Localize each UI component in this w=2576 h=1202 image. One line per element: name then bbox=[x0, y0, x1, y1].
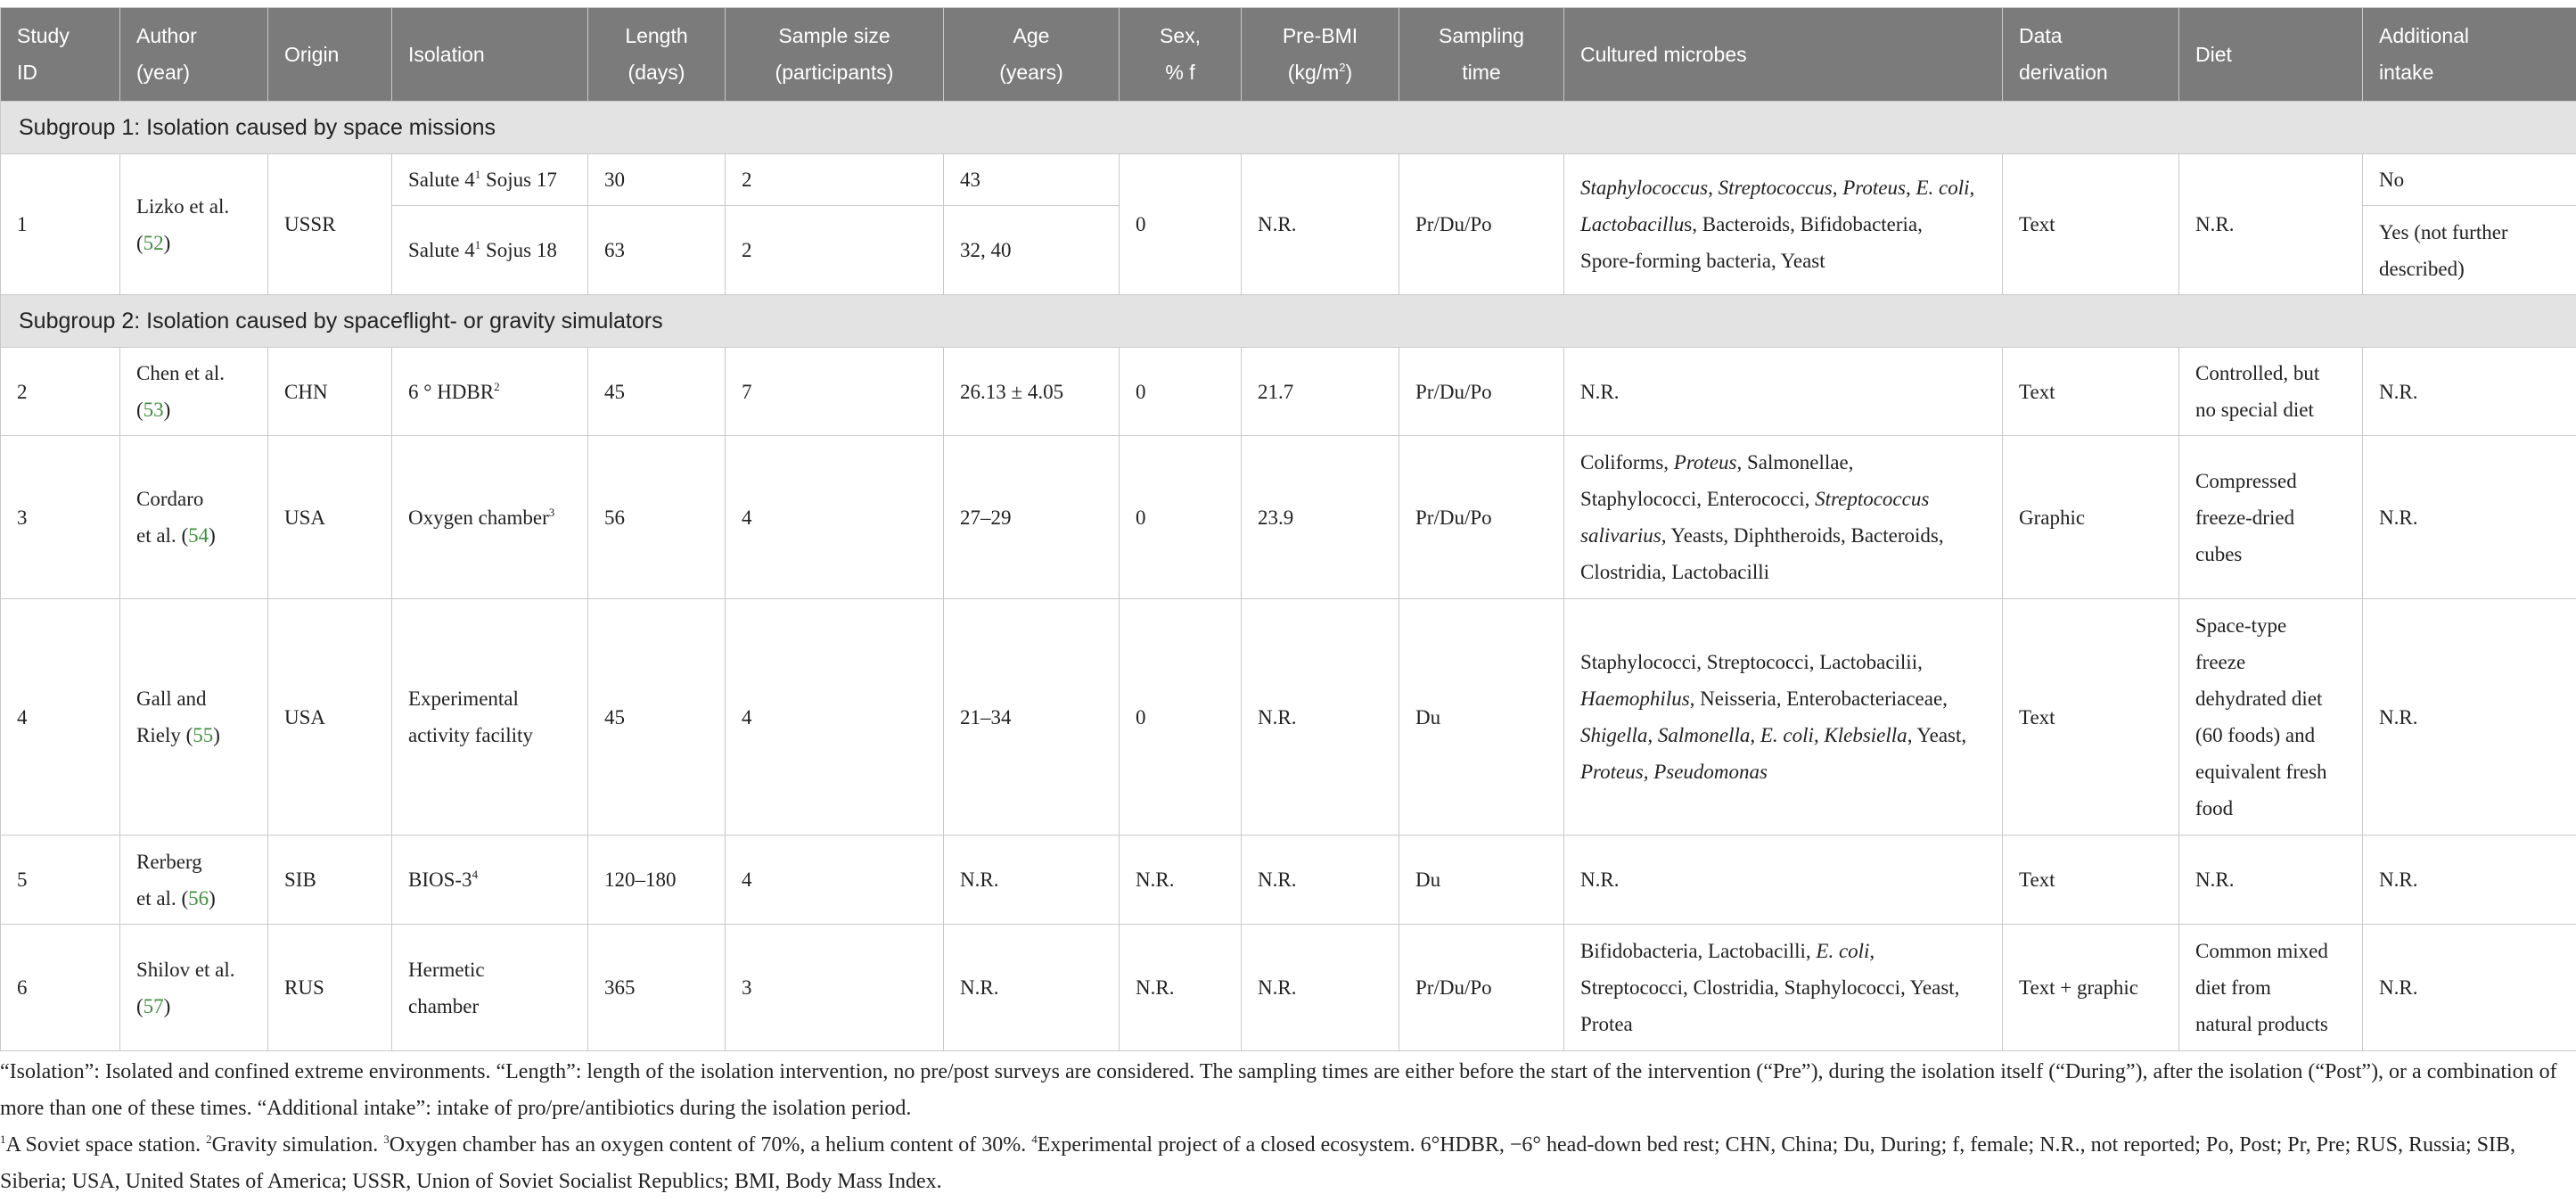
length-cell: 45 bbox=[588, 348, 726, 436]
sampling-time-cell: Pr/Du/Po bbox=[1399, 925, 1564, 1051]
intake-cell: N.R. bbox=[2363, 599, 2576, 836]
sex-cell: 0 bbox=[1120, 599, 1242, 836]
sample-size-cell: 2 bbox=[726, 154, 944, 206]
origin-cell: USA bbox=[268, 436, 392, 599]
header-data-derivation: Data derivation bbox=[2003, 8, 2179, 102]
sex-cell: N.R. bbox=[1120, 925, 1242, 1051]
bmi-cell: N.R. bbox=[1242, 836, 1399, 925]
sex-cell: 0 bbox=[1120, 348, 1242, 436]
sampling-time-cell: Du bbox=[1399, 836, 1564, 925]
origin-cell: CHN bbox=[268, 348, 392, 436]
header-author: Author (year) bbox=[120, 8, 268, 102]
age-cell: N.R. bbox=[944, 925, 1120, 1051]
isolation-cell: Experimental activity facility bbox=[392, 599, 588, 836]
study-id: 2 bbox=[1, 348, 120, 436]
author-cell: Shilov et al. (57) bbox=[120, 925, 268, 1051]
sampling-time-cell: Pr/Du/Po bbox=[1399, 348, 1564, 436]
table-row bbox=[1, 348, 2576, 436]
derivation-cell: Text + graphic bbox=[2003, 925, 2179, 1051]
header-sampling-time: Sampling time bbox=[1399, 8, 1564, 102]
subgroup-2-row bbox=[1, 295, 2576, 348]
header-diet: Diet bbox=[2179, 8, 2363, 102]
isolation-cell: 6 ° HDBR$^2$ bbox=[392, 348, 588, 436]
footnote-definitions: “Isolation”: Isolated and confined extreme environments. “Length”: length of the isolation intervention, no pre/post surveys are considered. The sampling times are either before the start of the intervention (“Pre”), during the isolation itself (“During”), after the isolation (“Post”), or a combination of more than one of these times. “Additional intake”: intake of pro/pre/antibiotics during the isolation period. bbox=[0, 1060, 2557, 1120]
author-cell: Chen et al. (53) bbox=[120, 348, 268, 436]
intake-cell: N.R. bbox=[2363, 348, 2576, 436]
microbes-cell: N.R. bbox=[1564, 836, 2003, 925]
sample-size-cell: 2 bbox=[726, 206, 944, 295]
author-cell: Rerberg et al. (56) bbox=[120, 836, 268, 925]
diet-cell: N.R. bbox=[2179, 836, 2363, 925]
table-row bbox=[1, 154, 2576, 206]
diet-cell: Controlled, but no special diet bbox=[2179, 348, 2363, 436]
table-footnotes bbox=[0, 1054, 2567, 1200]
header-pre-bmi: Pre-BMI $(kg/m^2)$ bbox=[1242, 8, 1399, 102]
intake-cell: N.R. bbox=[2363, 436, 2576, 599]
length-cell: 120–180 bbox=[588, 836, 726, 925]
age-cell: 27–29 bbox=[944, 436, 1120, 599]
origin-cell: USSR bbox=[268, 154, 392, 295]
diet-cell: Common mixed diet from natural products bbox=[2179, 925, 2363, 1051]
sample-size-cell: 4 bbox=[726, 836, 944, 925]
diet-cell: Space-type freeze dehydrated diet (60 foods) and equivalent fresh food bbox=[2179, 599, 2363, 836]
intake-cell: Yes (not further described) bbox=[2363, 206, 2576, 295]
bmi-cell: 23.9 bbox=[1242, 436, 1399, 599]
table-row bbox=[1, 836, 2576, 925]
bmi-cell: N.R. bbox=[1242, 925, 1399, 1051]
sampling-time-cell: Pr/Du/Po bbox=[1399, 436, 1564, 599]
derivation-cell: Text bbox=[2003, 348, 2179, 436]
reference-link[interactable]: 56 bbox=[188, 886, 209, 910]
age-cell: 21–34 bbox=[944, 599, 1120, 836]
origin-cell: USA bbox=[268, 599, 392, 836]
bmi-cell: 21.7 bbox=[1242, 348, 1399, 436]
microbes-cell: Staphylococci, Streptococci, Lactobacilii, Haemophilus, Neisseria, Enterobacteriaceae, Shigella, Salmonella, E. coli, Klebsiella, Yeast, Proteus, Pseudomonas bbox=[1564, 599, 2003, 836]
age-cell: 43 bbox=[944, 154, 1120, 206]
origin-cell: RUS bbox=[268, 925, 392, 1051]
study-id: 5 bbox=[1, 836, 120, 925]
age-cell: 32, 40 bbox=[944, 206, 1120, 295]
study-id: 1 bbox=[1, 154, 120, 295]
intake-cell: N.R. bbox=[2363, 836, 2576, 925]
isolation-cell: Salute $4^1$ Sojus 17 bbox=[392, 154, 588, 206]
microbes-cell: N.R. bbox=[1564, 348, 2003, 436]
reference-link[interactable]: 57 bbox=[143, 994, 164, 1017]
header-length: Length (days) bbox=[588, 8, 726, 102]
subgroup-2-label: Subgroup 2: Isolation caused by spaceflight- or gravity simulators bbox=[1, 295, 2576, 348]
author-cell: Gall and Riely (55) bbox=[120, 599, 268, 836]
sample-size-cell: 7 bbox=[726, 348, 944, 436]
header-row bbox=[1, 8, 2576, 102]
header-sample-size: Sample size (participants) bbox=[726, 8, 944, 102]
length-cell: 45 bbox=[588, 599, 726, 836]
microbes-cell: Coliforms, Proteus, Salmonellae, Staphylococci, Enterococci, Streptococcus salivarius, Yeasts, Diphtheroids, Bacteroids, Clostridia, Lactobacilli bbox=[1564, 436, 2003, 599]
microbes-cell: Bifidobacteria, Lactobacilli, E. coli, Streptococci, Clostridia, Staphylococci, Yeast, Protea bbox=[1564, 925, 2003, 1051]
bmi-cell: N.R. bbox=[1242, 154, 1399, 295]
isolation-cell: Oxygen chamber$^3$ bbox=[392, 436, 588, 599]
sex-cell: 0 bbox=[1120, 154, 1242, 295]
derivation-cell: Text bbox=[2003, 154, 2179, 295]
table-row bbox=[1, 599, 2576, 836]
diet-cell: Compressed freeze-dried cubes bbox=[2179, 436, 2363, 599]
derivation-cell: Text bbox=[2003, 599, 2179, 836]
length-cell: 63 bbox=[588, 206, 726, 295]
reference-link[interactable]: 52 bbox=[143, 231, 164, 254]
origin-cell: SIB bbox=[268, 836, 392, 925]
intake-cell: N.R. bbox=[2363, 925, 2576, 1051]
header-cultured-microbes: Cultured microbes bbox=[1564, 8, 2003, 102]
header-isolation: Isolation bbox=[392, 8, 588, 102]
study-id: 6 bbox=[1, 925, 120, 1051]
sample-size-cell: 3 bbox=[726, 925, 944, 1051]
study-id: 3 bbox=[1, 436, 120, 599]
header-sex: Sex, % f bbox=[1120, 8, 1242, 102]
sampling-time-cell: Du bbox=[1399, 599, 1564, 836]
microbes-cell: Staphylococcus, Streptococcus, Proteus, E. coli, Lactobacillus, Bacteroids, Bifidobacteria, Spore-forming bacteria, Yeast bbox=[1564, 154, 2003, 295]
derivation-cell: Text bbox=[2003, 836, 2179, 925]
header-additional-intake: Additional intake bbox=[2363, 8, 2576, 102]
sample-size-cell: 4 bbox=[726, 599, 944, 836]
header-study-id: Study ID bbox=[1, 8, 120, 102]
bmi-cell: N.R. bbox=[1242, 599, 1399, 836]
reference-link[interactable]: 53 bbox=[143, 399, 164, 421]
reference-link[interactable]: 54 bbox=[188, 524, 209, 547]
table-row bbox=[1, 436, 2576, 599]
derivation-cell: Graphic bbox=[2003, 436, 2179, 599]
length-cell: 365 bbox=[588, 925, 726, 1051]
subgroup-1-label: Subgroup 1: Isolation caused by space missions bbox=[1, 102, 2576, 154]
header-origin: Origin bbox=[268, 8, 392, 102]
isolation-cell: Salute $4^1$ Sojus 18 bbox=[392, 206, 588, 295]
sex-cell: 0 bbox=[1120, 436, 1242, 599]
intake-cell: No bbox=[2363, 154, 2576, 206]
length-cell: 56 bbox=[588, 436, 726, 599]
sample-size-cell: 4 bbox=[726, 436, 944, 599]
study-characteristics-table bbox=[0, 7, 2576, 1051]
age-cell: 26.13 ± 4.05 bbox=[944, 348, 1120, 436]
header-age: Age (years) bbox=[944, 8, 1120, 102]
study-id: 4 bbox=[1, 599, 120, 836]
author-cell: Cordaro et al. (54) bbox=[120, 436, 268, 599]
subgroup-1-row bbox=[1, 102, 2576, 154]
sampling-time-cell: Pr/Du/Po bbox=[1399, 154, 1564, 295]
sex-cell: N.R. bbox=[1120, 836, 1242, 925]
isolation-cell: BIOS-$3^4$ bbox=[392, 836, 588, 925]
reference-link[interactable]: 55 bbox=[193, 724, 214, 746]
isolation-cell: Hermetic chamber bbox=[392, 925, 588, 1051]
age-cell: N.R. bbox=[944, 836, 1120, 925]
table-row bbox=[1, 925, 2576, 1051]
author-cell: Lizko et al. (52) bbox=[120, 154, 268, 295]
length-cell: 30 bbox=[588, 154, 726, 206]
diet-cell: N.R. bbox=[2179, 154, 2363, 295]
footnote-abbreviations: $^1$A Soviet space station. $^2$Gravity simulation. $^3$Oxygen chamber has an oxygen content of 70%, a helium content of 30%. $^4$Experimental project of a closed ecosystem. 6°HDBR, −6° head-down bed rest; CHN, China; Du, During; f, female; N.R., not reported; Po, Post; Pr, Pre; RUS, Russia; SIB, Siberia; USA, United States of America; USSR, Union of Soviet Socialist Republics; BMI, Body Mass Index. bbox=[0, 1132, 2515, 1193]
